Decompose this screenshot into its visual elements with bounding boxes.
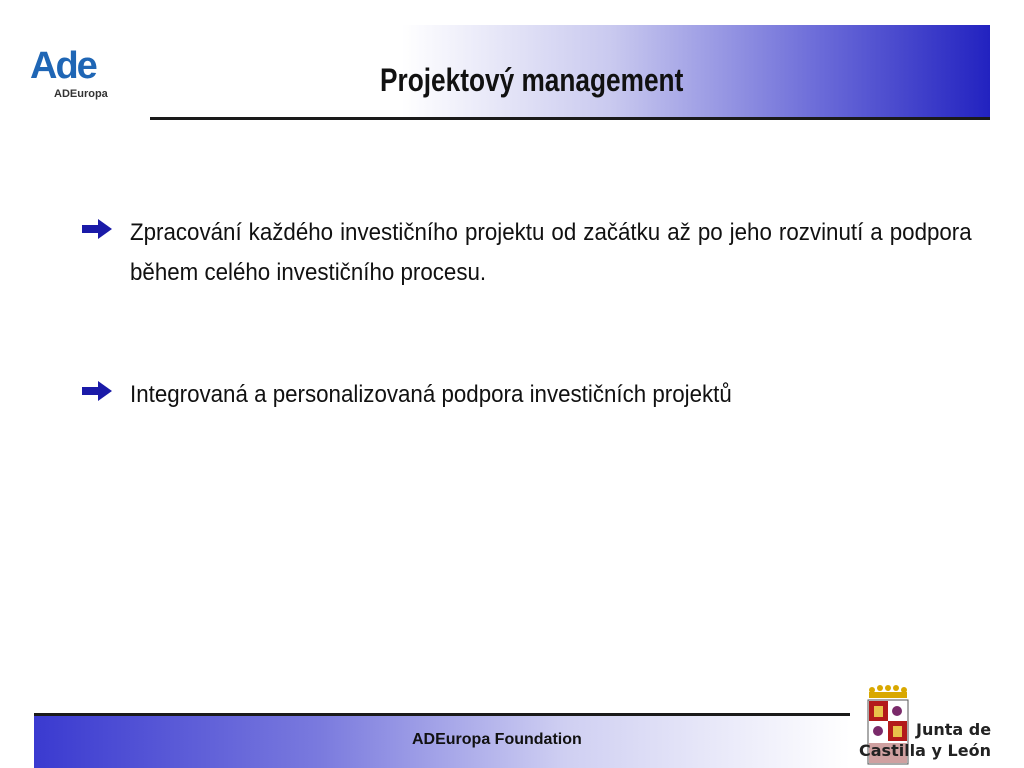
adeuropa-logo	[30, 44, 125, 106]
footer-label: ADEuropa Foundation	[412, 731, 582, 748]
page-title: Projektový management	[380, 62, 684, 98]
arrow-right-icon	[80, 217, 114, 241]
bullet-text: Zpracování každého investičního projektu od začátku až po jeho rozvinutí a podpora během celého investičního procesu.	[130, 219, 972, 286]
header-divider	[150, 117, 990, 120]
junta-castilla-leon-logo	[858, 683, 1008, 768]
arrow-right-icon	[80, 379, 114, 403]
list-item	[80, 213, 970, 293]
partner-line-2: Castilla y León	[859, 741, 991, 760]
logo-mark: Ade	[30, 45, 96, 87]
logo-subtitle: ADEuropa	[54, 88, 108, 100]
bullet-text: Integrovaná a personalizovaná podpora investičních projektů	[130, 381, 732, 408]
list-item	[80, 375, 970, 415]
bullet-list	[80, 213, 970, 497]
partner-name	[859, 719, 992, 761]
partner-line-1: Junta de	[916, 720, 992, 739]
